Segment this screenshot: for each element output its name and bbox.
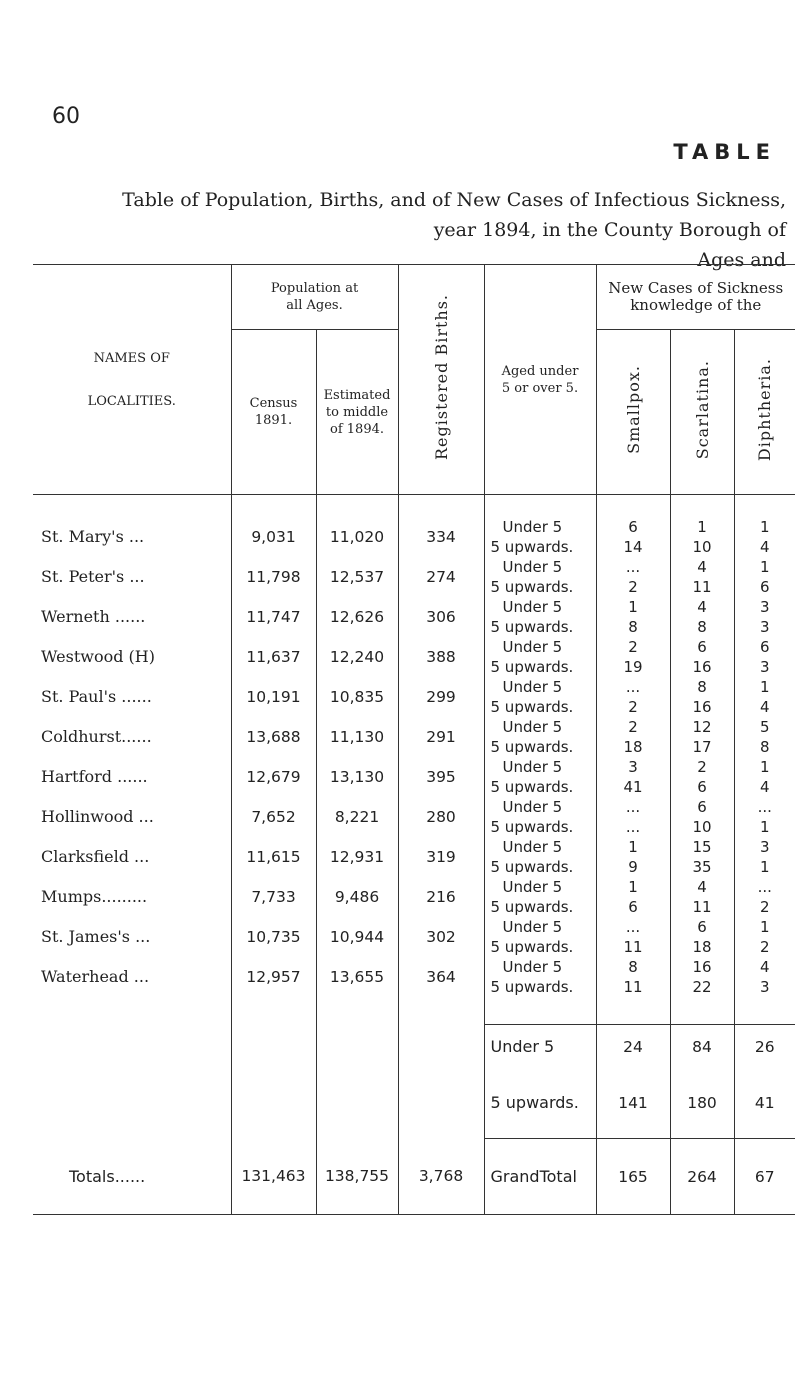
smallpox-values [596,677,670,717]
smallpox-under5: ... [625,917,641,936]
smallpox-under5: ... [625,797,641,816]
upwards-label: 5 upwards. [490,697,574,716]
under5-label: Under 5 [502,517,563,536]
diphtheria-upwards: 2 [759,937,770,956]
diphtheria-values [734,597,795,637]
totals-births: 3,768 [398,1139,484,1215]
locality-name: Waterhead ... [33,957,231,997]
under5-label: Under 5 [502,837,563,856]
estimated-value: 11,130 [316,717,398,757]
scarlatina-values [670,597,734,637]
estimated-value: 10,944 [316,917,398,957]
scarlatina-under5: 6 [697,917,707,936]
diphtheria-upwards: 4 [759,777,770,796]
scarlatina-upwards: 16 [692,697,712,716]
totals-smallpox-under5: 24 [596,1025,670,1069]
upwards-label: 5 upwards. [490,817,574,836]
upwards-label: 5 upwards. [490,657,574,676]
scarlatina-under5: 8 [697,677,707,696]
census-value: 11,637 [231,637,316,677]
grand-total-smallpox: 165 [596,1139,670,1215]
smallpox-upwards: 8 [628,617,638,636]
smallpox-values [596,517,670,557]
locality-name: Werneth ...... [33,597,231,637]
scarlatina-upwards: 8 [697,617,707,636]
estimated-value: 11,020 [316,517,398,557]
age-groups [484,597,596,637]
diphtheria-values [734,917,795,957]
diphtheria-under5: 1 [759,517,770,536]
diphtheria-upwards: 8 [759,737,770,756]
diphtheria-under5: 1 [759,757,770,776]
grand-total-scarlatina: 264 [670,1139,734,1215]
table-row [33,877,795,917]
upwards-label: 5 upwards. [490,857,574,876]
under5-label: Under 5 [502,797,563,816]
age-groups [484,517,596,557]
diphtheria-header [734,330,795,495]
estimated-value: 10,835 [316,677,398,717]
births-value: 388 [398,637,484,677]
census-value: 9,031 [231,517,316,557]
under5-label: Under 5 [502,877,563,896]
census-value: 10,735 [231,917,316,957]
diphtheria-values [734,517,795,557]
scarlatina-upwards: 16 [692,657,712,676]
scarlatina-under5: 4 [697,597,707,616]
smallpox-values [596,877,670,917]
grand-total-label: GrandTotal [484,1139,596,1215]
aged-header: Aged under 5 or over 5. [484,265,596,495]
smallpox-upwards: 2 [628,697,638,716]
births-value: 291 [398,717,484,757]
diphtheria-values [734,557,795,597]
locality-name: Clarksfield ... [33,837,231,877]
under5-label: Under 5 [502,597,563,616]
births-value: 216 [398,877,484,917]
estimated-header: Estimated to middle of 1894. [316,330,398,495]
diphtheria-under5: ... [757,797,772,816]
smallpox-upwards: 9 [628,857,638,876]
scarlatina-under5: 1 [697,517,707,536]
scarlatina-upwards: 10 [692,817,712,836]
scarlatina-upwards: 10 [692,537,712,556]
diphtheria-upwards: 4 [759,537,770,556]
table-row [33,677,795,717]
upwards-label: 5 upwards. [490,737,574,756]
table-row [33,757,795,797]
estimated-value: 9,486 [316,877,398,917]
smallpox-upwards: 2 [628,577,638,596]
table-row [33,837,795,877]
scarlatina-under5: 6 [697,637,707,656]
census-value: 12,957 [231,957,316,997]
diphtheria-upwards: 3 [759,617,770,636]
smallpox-upwards: 18 [623,737,643,756]
scarlatina-header [670,330,734,495]
diphtheria-upwards: 4 [759,697,770,716]
births-value: 364 [398,957,484,997]
scarlatina-upwards: 35 [692,857,712,876]
smallpox-values [596,757,670,797]
census-value: 7,733 [231,877,316,917]
census-value: 12,679 [231,757,316,797]
locality-name: St. Paul's ...... [33,677,231,717]
upwards-label: 5 upwards. [490,577,574,596]
names-header-line2: LOCALITIES. [87,393,176,409]
totals-diphtheria-under5: 26 [734,1025,795,1069]
totals-smallpox-upwards: 141 [596,1069,670,1139]
locality-name: Westwood (H) [33,637,231,677]
totals-scarlatina-under5: 84 [670,1025,734,1069]
scarlatina-values [670,557,734,597]
smallpox-under5: 1 [628,837,638,856]
scarlatina-upwards: 11 [692,897,712,916]
table-row [33,717,795,757]
smallpox-under5: 6 [628,517,638,536]
table-row [33,917,795,957]
diphtheria-upwards: 1 [759,817,770,836]
caption-line: year 1894, in the County Borough of [433,219,786,241]
totals-estimated: 138,755 [316,1139,398,1215]
locality-name: St. Mary's ... [33,517,231,557]
smallpox-header [596,330,670,495]
locality-name: Hollinwood ... [33,797,231,837]
upwards-label: 5 upwards. [490,937,574,956]
age-groups [484,957,596,997]
census-value: 11,615 [231,837,316,877]
scarlatina-upwards: 22 [692,977,712,996]
smallpox-under5: 2 [628,637,638,656]
caption-line: Ages and [697,249,786,271]
age-groups [484,637,596,677]
age-groups [484,877,596,917]
scarlatina-values [670,917,734,957]
diphtheria-under5: 3 [759,597,770,616]
age-groups [484,717,596,757]
scarlatina-values [670,517,734,557]
smallpox-under5: 1 [628,597,638,616]
totals-scarlatina-upwards: 180 [670,1069,734,1139]
scarlatina-values [670,957,734,997]
smallpox-upwards: 11 [623,977,643,996]
table-row [33,637,795,677]
smallpox-upwards: 11 [623,937,643,956]
scarlatina-values [670,717,734,757]
scarlatina-values [670,797,734,837]
scarlatina-values [670,877,734,917]
caption-line: Table of Population, Births, and of New Cases of Infectious Sickness, [122,189,786,211]
locality-name: Mumps......... [33,877,231,917]
births-value: 306 [398,597,484,637]
smallpox-upwards: 41 [623,777,643,796]
smallpox-upwards: 14 [623,537,643,556]
smallpox-values [596,597,670,637]
locality-name: Hartford ...... [33,757,231,797]
diphtheria-under5: 1 [759,917,770,936]
diphtheria-values [734,797,795,837]
age-groups [484,557,596,597]
locality-name: St. James's ... [33,917,231,957]
census-value: 10,191 [231,677,316,717]
totals-diphtheria-upwards: 41 [754,1094,775,1113]
under5-label: Under 5 [502,677,563,696]
births-value: 299 [398,677,484,717]
scarlatina-upwards: 17 [692,737,712,756]
age-groups [484,757,596,797]
scarlatina-values [670,637,734,677]
smallpox-upwards: 19 [623,657,643,676]
smallpox-under5: ... [625,677,641,696]
diphtheria-values [734,877,795,917]
estimated-value: 12,240 [316,637,398,677]
scarlatina-under5: 16 [692,957,712,976]
diphtheria-upwards: 6 [759,577,770,596]
diphtheria-under5: 1 [759,557,770,576]
age-groups [484,837,596,877]
diphtheria-values [734,717,795,757]
scarlatina-values [670,837,734,877]
diphtheria-under5: ... [757,877,772,896]
statistics-table [33,264,795,1215]
smallpox-values [596,837,670,877]
totals-upwards-label: 5 upwards. [484,1069,596,1139]
smallpox-under5: 2 [628,717,638,736]
estimated-value: 12,537 [316,557,398,597]
upwards-label: 5 upwards. [490,977,574,996]
births-value: 274 [398,557,484,597]
population-header: Population at all Ages. [231,265,398,330]
table-row [33,557,795,597]
births-value: 319 [398,837,484,877]
diphtheria-values [734,757,795,797]
census-value: 11,747 [231,597,316,637]
scarlatina-under5: 4 [697,877,707,896]
scarlatina-values [670,757,734,797]
births-header [398,265,484,495]
table-row [33,517,795,557]
under5-label: Under 5 [502,557,563,576]
smallpox-upwards: 6 [628,897,638,916]
age-groups [484,917,596,957]
births-value: 395 [398,757,484,797]
new-cases-header: New Cases of Sickness knowledge of the [596,265,795,330]
upwards-label: 5 upwards. [490,897,574,916]
names-header-line1: NAMES OF [93,350,170,366]
totals-census: 131,463 [231,1139,316,1215]
smallpox-values [596,717,670,757]
scarlatina-under5: 4 [697,557,707,576]
diphtheria-under5: 6 [759,637,770,656]
scarlatina-upwards: 11 [692,577,712,596]
estimated-value: 12,931 [316,837,398,877]
diphtheria-upwards: 3 [759,977,770,996]
diphtheria-upwards: 3 [759,657,770,676]
diphtheria-under5: 3 [759,837,770,856]
diphtheria-values [734,677,795,717]
scarlatina-header-text: Scarlatina. [692,359,712,460]
locality-name: St. Peter's ... [33,557,231,597]
census-value: 13,688 [231,717,316,757]
diphtheria-upwards: 1 [759,857,770,876]
page-number: 60 [52,104,80,129]
births-header-text: Registered Births. [431,294,451,460]
smallpox-values [596,957,670,997]
under5-label: Under 5 [502,637,563,656]
estimated-value: 13,655 [316,957,398,997]
births-value: 302 [398,917,484,957]
diphtheria-values [734,837,795,877]
estimated-value: 8,221 [316,797,398,837]
upwards-label: 5 upwards. [490,777,574,796]
smallpox-header-text: Smallpox. [623,365,643,454]
table-row [33,797,795,837]
scarlatina-under5: 12 [692,717,712,736]
smallpox-upwards: ... [625,817,641,836]
smallpox-values [596,637,670,677]
table-label: TABLE [673,140,776,164]
scarlatina-under5: 2 [697,757,707,776]
under5-label: Under 5 [502,957,563,976]
locality-name: Coldhurst...... [33,717,231,757]
scarlatina-upwards: 6 [697,777,707,796]
census-value: 11,798 [231,557,316,597]
table-row [33,957,795,997]
age-groups [484,797,596,837]
totals-under5-label: Under 5 [484,1025,596,1069]
smallpox-under5: ... [625,557,641,576]
diphtheria-values [734,957,795,997]
diphtheria-header-text: Diphtheria. [755,357,775,462]
upwards-label: 5 upwards. [490,537,574,556]
diphtheria-upwards: 2 [759,897,770,916]
births-value: 334 [398,517,484,557]
scarlatina-under5: 15 [692,837,712,856]
under5-label: Under 5 [502,717,563,736]
diphtheria-under5: 4 [759,957,770,976]
diphtheria-under5: 1 [759,677,770,696]
upwards-label: 5 upwards. [490,617,574,636]
diphtheria-values [734,637,795,677]
under5-label: Under 5 [502,757,563,776]
scarlatina-under5: 6 [697,797,707,816]
names-header [33,265,231,495]
table-row [33,597,795,637]
smallpox-under5: 1 [628,877,638,896]
under5-label: Under 5 [502,917,563,936]
smallpox-under5: 8 [628,957,638,976]
table-caption [86,185,786,275]
scarlatina-values [670,677,734,717]
diphtheria-under5: 5 [759,717,770,736]
census-header: Census 1891. [231,330,316,495]
age-groups [484,677,596,717]
smallpox-values [596,797,670,837]
smallpox-values [596,557,670,597]
census-value: 7,652 [231,797,316,837]
estimated-value: 12,626 [316,597,398,637]
totals-label: Totals...... [33,1139,231,1215]
births-value: 280 [398,797,484,837]
smallpox-values [596,917,670,957]
grand-total-diphtheria: 67 [734,1139,795,1215]
smallpox-under5: 3 [628,757,638,776]
estimated-value: 13,130 [316,757,398,797]
scarlatina-upwards: 18 [692,937,712,956]
